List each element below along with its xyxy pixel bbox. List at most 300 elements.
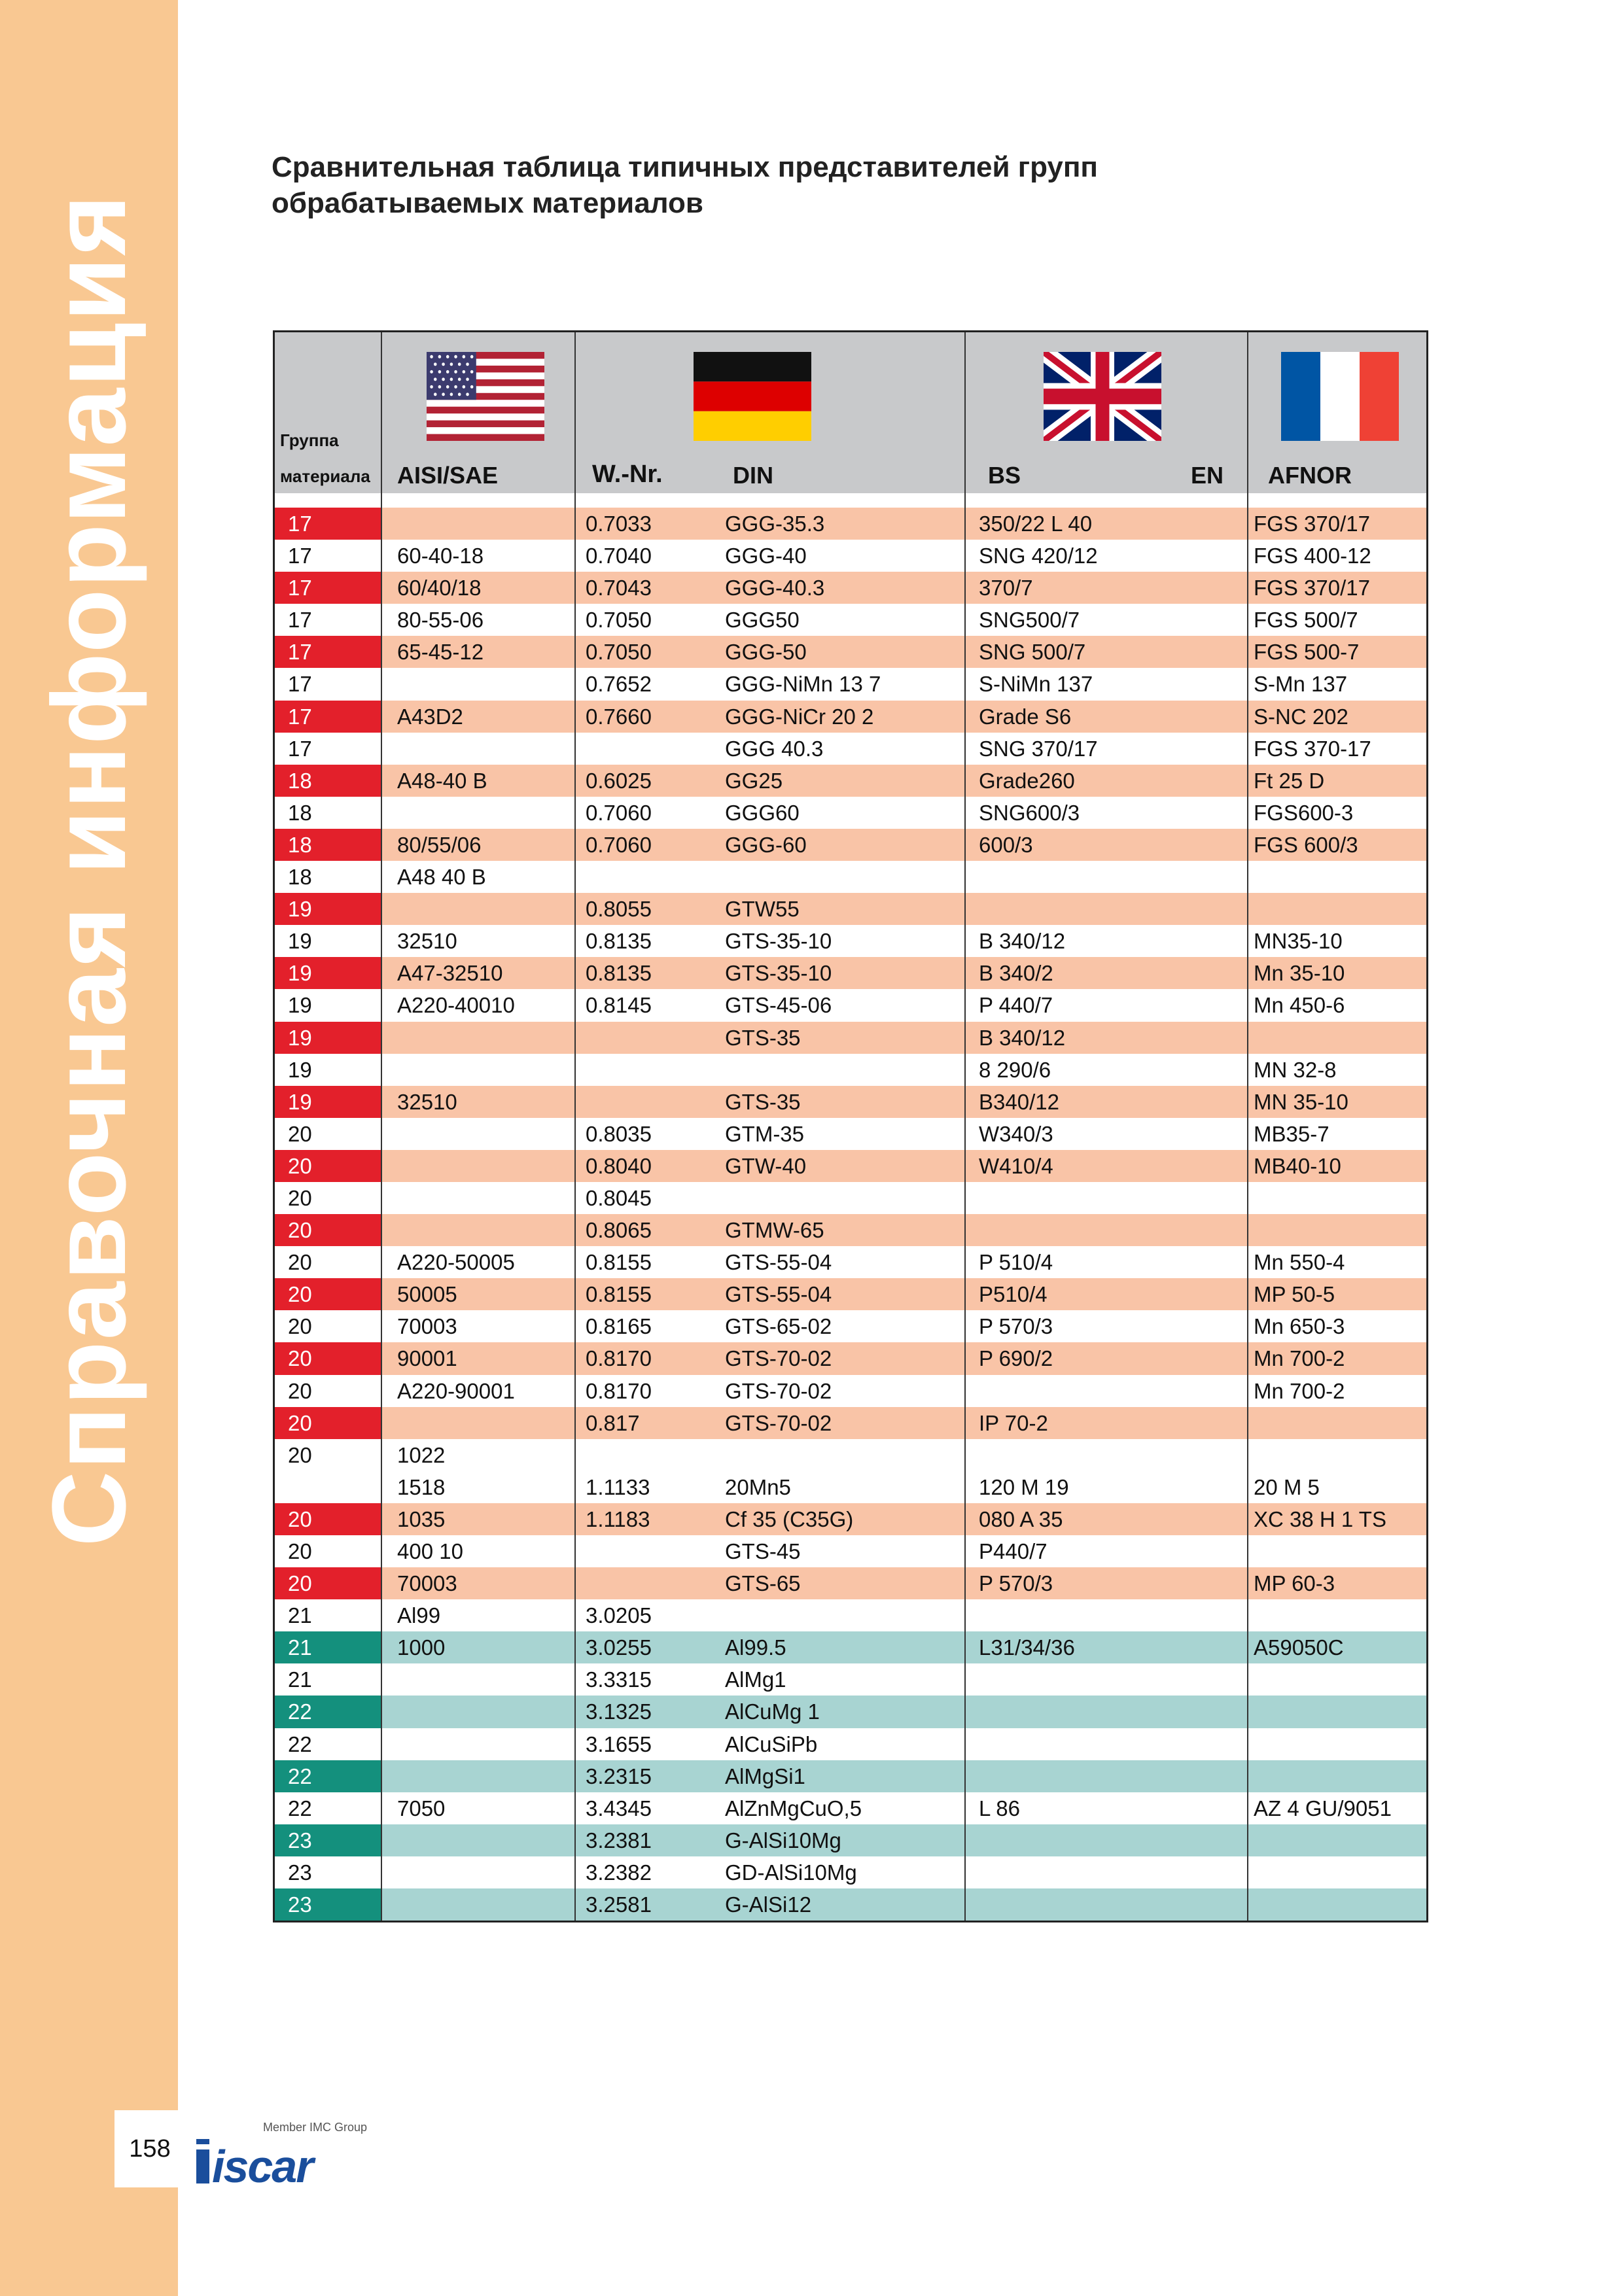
group-cell: 22	[288, 1796, 312, 1820]
bs-cell: B 340/12	[979, 929, 1066, 954]
wnr-cell: 0.8135	[586, 961, 652, 986]
din-cell: 20Mn5	[725, 1474, 791, 1499]
din-cell	[725, 861, 974, 893]
table-row	[275, 1150, 1426, 1182]
afnor-cell	[1254, 1022, 1424, 1054]
table-row	[275, 989, 1426, 1021]
afnor-cell: Mn 450-6	[1254, 993, 1345, 1018]
wnr-cell	[586, 733, 716, 765]
aisi-cell: 60/40/18	[397, 576, 482, 600]
afnor-cell: MP 60-3	[1254, 1571, 1335, 1596]
afnor-cell: FGS 600/3	[1254, 832, 1358, 857]
page-title	[272, 149, 1515, 221]
aisi-cell: 1022	[397, 1442, 446, 1467]
bs-cell	[979, 1214, 1254, 1246]
table-row	[275, 1439, 1426, 1471]
header-bs: BS	[988, 462, 1021, 489]
group-cell: 20	[288, 1121, 312, 1146]
din-cell: G-AlSi10Mg	[725, 1828, 841, 1852]
bs-cell: Grade S6	[979, 704, 1072, 729]
group-cell: 20	[275, 1407, 381, 1439]
iscar-logo	[194, 2113, 390, 2191]
din-cell: AlMgSi1	[725, 1764, 805, 1788]
table-header	[275, 332, 1426, 493]
group-cell: 17	[275, 508, 381, 540]
group-cell: 22	[288, 1731, 312, 1756]
wnr-cell: 0.7060	[586, 832, 652, 857]
aisi-cell	[397, 508, 587, 540]
wnr-cell: 3.2581	[586, 1892, 652, 1917]
din-cell	[725, 1439, 974, 1471]
aisi-cell	[397, 1728, 587, 1760]
din-cell: GTS-45-06	[725, 993, 832, 1018]
afnor-cell: S-Mn 137	[1254, 672, 1348, 697]
table-row	[275, 1342, 1426, 1374]
bs-cell: SNG 370/17	[979, 736, 1098, 761]
wnr-cell: 0.7660	[586, 704, 652, 729]
bs-cell: SNG 420/12	[979, 544, 1098, 568]
table-row	[275, 893, 1426, 925]
header-wnr: W.-Nr.	[592, 461, 663, 488]
group-cell: 18	[288, 800, 312, 825]
sidebar	[0, 0, 178, 2296]
column-divider	[964, 332, 966, 1921]
aisi-cell: 90001	[397, 1346, 457, 1371]
table-row	[275, 636, 1426, 668]
afnor-cell	[1254, 1407, 1424, 1439]
din-cell: GTM-35	[725, 1121, 805, 1146]
group-cell: 21	[275, 1631, 381, 1663]
group-cell: 17	[288, 544, 312, 568]
din-cell: AlMg1	[725, 1667, 786, 1692]
table-row	[275, 957, 1426, 989]
column-divider	[574, 332, 576, 1921]
aisi-cell: 1035	[397, 1506, 446, 1531]
bs-cell: P 510/4	[979, 1250, 1053, 1275]
bs-cell: Grade260	[979, 768, 1075, 793]
header-aisi: AISI/SAE	[397, 462, 499, 489]
wnr-cell: 0.8040	[586, 1153, 652, 1178]
afnor-cell: Ft 25 D	[1254, 768, 1325, 793]
group-cell: 22	[275, 1760, 381, 1792]
wnr-cell: 1.1133	[586, 1474, 650, 1499]
din-cell: AlCuSiPb	[725, 1731, 818, 1756]
table-row	[275, 733, 1426, 765]
wnr-cell: 3.2382	[586, 1860, 652, 1885]
afnor-cell: MN 32-8	[1254, 1057, 1337, 1082]
wnr-cell	[586, 1086, 716, 1118]
afnor-cell	[1254, 1535, 1424, 1567]
aisi-cell	[397, 797, 587, 829]
group-cell: 19	[275, 1086, 381, 1118]
din-cell: GGG-50	[725, 640, 807, 665]
aisi-cell: A48 40 B	[397, 865, 486, 890]
din-cell: AlCuMg 1	[725, 1699, 820, 1724]
wnr-cell: 0.8055	[586, 897, 652, 922]
din-cell: GTMW-65	[725, 1218, 824, 1243]
bs-cell	[979, 1375, 1254, 1407]
din-cell	[725, 1054, 974, 1086]
din-cell: GGG50	[725, 608, 800, 633]
din-cell: GTS-35	[725, 1089, 801, 1114]
group-cell: 18	[275, 829, 381, 861]
materials-table	[273, 330, 1428, 1922]
table-row	[275, 1022, 1426, 1054]
din-cell: GTS-55-04	[725, 1250, 832, 1275]
bs-cell: 370/7	[979, 576, 1033, 600]
group-cell: 19	[275, 1022, 381, 1054]
afnor-cell	[1254, 1182, 1424, 1214]
wnr-cell: 0.7050	[586, 608, 652, 633]
din-cell: Cf 35 (C35G)	[725, 1506, 854, 1531]
table-row	[275, 1310, 1426, 1342]
aisi-cell	[397, 1407, 587, 1439]
afnor-cell: FGS 370/17	[1254, 512, 1370, 536]
group-cell: 20	[275, 1214, 381, 1246]
group-cell: 23	[275, 1824, 381, 1856]
page-number: 158	[114, 2110, 185, 2187]
table-row	[275, 1567, 1426, 1599]
wnr-cell: 0.8155	[586, 1282, 652, 1307]
afnor-cell	[1254, 1599, 1424, 1631]
page-title-line-2: обрабатываемых материалов	[272, 187, 703, 219]
din-cell: GGG-60	[725, 832, 807, 857]
bs-cell	[979, 1856, 1254, 1888]
wnr-cell: 0.8045	[586, 1185, 652, 1210]
afnor-cell	[1254, 893, 1424, 925]
bs-cell: 120 M 19	[979, 1474, 1069, 1499]
aisi-cell: 80/55/06	[397, 832, 482, 857]
wnr-cell: 0.8165	[586, 1314, 652, 1339]
afnor-cell	[1254, 1760, 1424, 1792]
afnor-cell: MN 35-10	[1254, 1089, 1348, 1114]
wnr-cell: 0.6025	[586, 768, 652, 793]
wnr-cell: 3.1655	[586, 1731, 652, 1756]
table-row	[275, 861, 1426, 893]
din-cell	[725, 1182, 974, 1214]
din-cell: GGG-40	[725, 544, 807, 568]
din-cell: GTS-35-10	[725, 929, 832, 954]
wnr-cell: 3.4345	[586, 1796, 652, 1820]
table-row	[275, 1535, 1426, 1567]
bs-cell	[979, 1888, 1254, 1921]
wnr-cell: 3.0205	[586, 1603, 652, 1628]
header-group-2: материала	[280, 466, 370, 486]
table-row	[275, 1182, 1426, 1214]
group-cell: 20	[288, 1250, 312, 1275]
aisi-cell	[397, 1054, 587, 1086]
din-cell: GTS-65-02	[725, 1314, 832, 1339]
wnr-cell: 0.7050	[586, 640, 652, 665]
bs-cell	[979, 861, 1254, 893]
bs-cell: B 340/2	[979, 961, 1053, 986]
afnor-cell	[1254, 1439, 1424, 1471]
aisi-cell: A220-40010	[397, 993, 515, 1018]
aisi-cell	[397, 1182, 587, 1214]
afnor-cell: MN35-10	[1254, 929, 1343, 954]
wnr-cell: 3.3315	[586, 1667, 652, 1692]
din-cell: GGG 40.3	[725, 736, 824, 761]
afnor-cell: MB40-10	[1254, 1153, 1341, 1178]
bs-cell: P 570/3	[979, 1314, 1053, 1339]
bs-cell: P510/4	[979, 1282, 1048, 1307]
afnor-cell	[1254, 1824, 1424, 1856]
wnr-cell: 1.1183	[586, 1506, 650, 1531]
group-cell: 19	[275, 957, 381, 989]
wnr-cell: 0.7060	[586, 800, 652, 825]
aisi-cell: 1000	[397, 1635, 446, 1660]
aisi-cell: 50005	[397, 1282, 457, 1307]
table-row	[275, 829, 1426, 861]
group-cell: 18	[288, 865, 312, 890]
afnor-cell: A59050C	[1254, 1635, 1344, 1660]
uk-flag-icon	[1044, 352, 1161, 441]
table-row	[275, 1760, 1426, 1792]
wnr-cell: 0.817	[586, 1410, 640, 1435]
din-cell: GTS-35-10	[725, 961, 832, 986]
din-cell: GGG-NiMn 13 7	[725, 672, 881, 697]
group-cell: 18	[275, 765, 381, 797]
member-text: Member IMC Group	[263, 2121, 368, 2134]
group-cell: 17	[275, 636, 381, 668]
germany-flag-icon	[694, 352, 811, 441]
aisi-cell: A220-50005	[397, 1250, 515, 1275]
afnor-cell: Mn 650-3	[1254, 1314, 1345, 1339]
group-cell: 20	[275, 1342, 381, 1374]
column-divider	[1247, 332, 1248, 1921]
afnor-cell: Mn 550-4	[1254, 1250, 1345, 1275]
din-cell: GTS-70-02	[725, 1346, 832, 1371]
aisi-cell: 1518	[397, 1474, 446, 1499]
bs-cell	[979, 1824, 1254, 1856]
aisi-cell	[397, 668, 587, 700]
page-title-line-1: Сравнительная таблица типичных представителей групп	[272, 151, 1099, 183]
wnr-cell	[586, 861, 716, 893]
group-cell: 20	[275, 1278, 381, 1310]
din-cell: GTS-55-04	[725, 1282, 832, 1307]
aisi-cell	[397, 1888, 587, 1921]
afnor-cell: FGS 370/17	[1254, 576, 1370, 600]
group-cell: 17	[275, 572, 381, 604]
bs-cell: 080 A 35	[979, 1506, 1063, 1531]
din-cell: GTS-45	[725, 1539, 801, 1563]
bs-cell: P 570/3	[979, 1571, 1053, 1596]
afnor-cell: FGS 400-12	[1254, 544, 1371, 568]
din-cell: GGG60	[725, 800, 800, 825]
bs-cell: W340/3	[979, 1121, 1053, 1146]
bs-cell: IP 70-2	[979, 1410, 1048, 1435]
wnr-cell: 0.8170	[586, 1378, 652, 1403]
wnr-cell: 0.7033	[586, 512, 652, 536]
table-row	[275, 1503, 1426, 1535]
aisi-cell: 7050	[397, 1796, 446, 1820]
afnor-cell: FGS 370-17	[1254, 736, 1371, 761]
afnor-cell: FGS 500/7	[1254, 608, 1358, 633]
din-cell: Al99.5	[725, 1635, 786, 1660]
group-cell: 20	[275, 1503, 381, 1535]
table-row	[275, 668, 1426, 700]
aisi-cell: A48-40 B	[397, 768, 487, 793]
bs-cell: SNG500/7	[979, 608, 1080, 633]
wnr-cell: 0.8135	[586, 929, 652, 954]
table-row	[275, 1599, 1426, 1631]
group-cell: 20	[288, 1185, 312, 1210]
aisi-cell	[397, 1214, 587, 1246]
table-row	[275, 1118, 1426, 1150]
aisi-cell: A47-32510	[397, 961, 503, 986]
din-cell: AlZnMgCuO,5	[725, 1796, 862, 1820]
aisi-cell	[397, 733, 587, 765]
din-cell: GGG-40.3	[725, 576, 825, 600]
column-divider	[381, 332, 382, 1921]
table-row	[275, 1054, 1426, 1086]
aisi-cell: 400 10	[397, 1539, 463, 1563]
wnr-cell: 0.8035	[586, 1121, 652, 1146]
group-cell	[275, 1471, 381, 1503]
table-row	[275, 1631, 1426, 1663]
aisi-cell: 32510	[397, 1089, 457, 1114]
table-row	[275, 1375, 1426, 1407]
group-cell: 23	[275, 1888, 381, 1921]
aisi-cell	[397, 1150, 587, 1182]
bs-cell: 350/22 L 40	[979, 512, 1093, 536]
wnr-cell: 3.2315	[586, 1764, 652, 1788]
group-cell: 20	[288, 1378, 312, 1403]
group-cell: 20	[288, 1442, 312, 1467]
bs-cell: P 440/7	[979, 993, 1053, 1018]
group-cell: 17	[275, 701, 381, 733]
table-row	[275, 1792, 1426, 1824]
wnr-cell: 0.7040	[586, 544, 652, 568]
group-cell: 19	[288, 993, 312, 1018]
aisi-cell: 70003	[397, 1314, 457, 1339]
bs-cell	[979, 1663, 1254, 1696]
din-cell: GTW55	[725, 897, 800, 922]
wnr-cell: 0.8155	[586, 1250, 652, 1275]
bs-cell: P 690/2	[979, 1346, 1053, 1371]
wnr-cell	[586, 1054, 716, 1086]
din-cell: G-AlSi12	[725, 1892, 812, 1917]
aisi-cell	[397, 1118, 587, 1150]
table-row	[275, 1407, 1426, 1439]
bs-cell	[979, 1439, 1254, 1471]
wnr-cell: 0.8170	[586, 1346, 652, 1371]
table-row	[275, 1278, 1426, 1310]
afnor-cell: MP 50-5	[1254, 1282, 1335, 1307]
afnor-cell	[1254, 1856, 1424, 1888]
wnr-cell	[586, 1567, 716, 1599]
group-cell: 20	[275, 1567, 381, 1599]
table-row	[275, 1663, 1426, 1696]
group-cell: 20	[275, 1150, 381, 1182]
table-row	[275, 572, 1426, 604]
table-row	[275, 797, 1426, 829]
aisi-cell	[397, 1760, 587, 1792]
aisi-cell	[397, 1696, 587, 1728]
afnor-cell: Mn 700-2	[1254, 1378, 1345, 1403]
table-row	[275, 1824, 1426, 1856]
bs-cell: 600/3	[979, 832, 1033, 857]
table-row	[275, 1246, 1426, 1278]
table-row	[275, 1696, 1426, 1728]
group-cell: 21	[288, 1603, 312, 1628]
bs-cell	[979, 1182, 1254, 1214]
table-row	[275, 925, 1426, 957]
afnor-cell: XC 38 H 1 TS	[1254, 1506, 1386, 1531]
wnr-cell: 3.1325	[586, 1699, 652, 1724]
bs-cell	[979, 1760, 1254, 1792]
table-row	[275, 701, 1426, 733]
header-group: Группа	[280, 430, 339, 450]
table-row	[275, 1086, 1426, 1118]
france-flag-icon	[1281, 352, 1399, 441]
afnor-cell	[1254, 1888, 1424, 1921]
bs-cell	[979, 1599, 1254, 1631]
wnr-cell: 0.7652	[586, 672, 652, 697]
group-cell: 20	[288, 1539, 312, 1563]
wnr-cell: 0.8065	[586, 1218, 652, 1243]
din-cell: GTS-35	[725, 1025, 801, 1050]
wnr-cell: 3.0255	[586, 1635, 652, 1660]
table-row	[275, 508, 1426, 540]
table-row	[275, 1888, 1426, 1921]
wnr-cell: 0.7043	[586, 576, 652, 600]
group-cell: 19	[288, 1057, 312, 1082]
aisi-cell: 32510	[397, 929, 457, 954]
header-en: EN	[1191, 462, 1224, 489]
afnor-cell: MB35-7	[1254, 1121, 1329, 1146]
bs-cell: P440/7	[979, 1539, 1048, 1563]
din-cell: GGG-35.3	[725, 512, 825, 536]
bs-cell: SNG600/3	[979, 800, 1080, 825]
group-cell: 21	[288, 1667, 312, 1692]
aisi-cell: A220-90001	[397, 1378, 515, 1403]
group-cell: 22	[275, 1696, 381, 1728]
aisi-cell	[397, 1022, 587, 1054]
din-cell	[725, 1599, 974, 1631]
aisi-cell: 60-40-18	[397, 544, 484, 568]
header-din: DIN	[733, 462, 773, 489]
bs-cell	[979, 1696, 1254, 1728]
din-cell: GD-AlSi10Mg	[725, 1860, 857, 1885]
din-cell: GTS-70-02	[725, 1378, 832, 1403]
bs-cell: 8 290/6	[979, 1057, 1051, 1082]
bs-cell: W410/4	[979, 1153, 1053, 1178]
wnr-cell: 0.8145	[586, 993, 652, 1018]
brand-wordmark: iscar	[212, 2141, 313, 2191]
bs-cell: L 86	[979, 1796, 1021, 1820]
bs-cell: SNG 500/7	[979, 640, 1086, 665]
din-cell: GTW-40	[725, 1153, 807, 1178]
table-row	[275, 1728, 1426, 1760]
bs-cell: L31/34/36	[979, 1635, 1075, 1660]
din-cell: GTS-65	[725, 1571, 801, 1596]
aisi-cell: 70003	[397, 1571, 457, 1596]
afnor-cell: FGS600-3	[1254, 800, 1354, 825]
din-cell: GTS-70-02	[725, 1410, 832, 1435]
group-cell: 23	[288, 1860, 312, 1885]
bs-cell	[979, 893, 1254, 925]
table-row	[275, 1471, 1426, 1503]
group-cell: 17	[288, 672, 312, 697]
wnr-cell: 3.2381	[586, 1828, 652, 1852]
wnr-cell	[586, 1535, 716, 1567]
bs-cell: B340/12	[979, 1089, 1059, 1114]
sidebar-label: Справочная информация	[30, 193, 147, 1547]
wnr-cell	[586, 1439, 716, 1471]
group-cell: 19	[288, 929, 312, 954]
header-afnor: AFNOR	[1268, 462, 1352, 489]
